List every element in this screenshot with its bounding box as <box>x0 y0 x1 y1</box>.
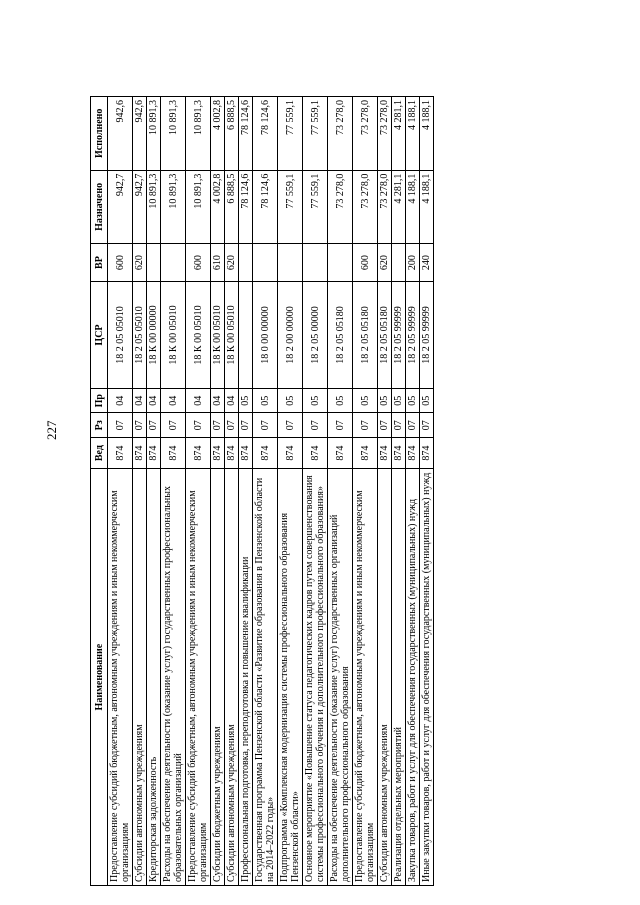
cell-ved: 874 <box>239 438 253 469</box>
cell-ved: 874 <box>328 438 353 469</box>
cell-pr: 05 <box>303 388 328 413</box>
cell-pr: 04 <box>108 388 133 413</box>
cell-name: Иные закупки товаров, работ и услуг для обеспечения государственных (муниципальных) нужд <box>420 469 434 886</box>
cell-name: Предоставление субсидий бюджетным, автономным учреждениям и иным некоммерческим организациям <box>353 469 378 886</box>
cell-pr: 05 <box>253 388 278 413</box>
table-row <box>225 97 239 886</box>
cell-assigned: 73 278,0 <box>378 170 392 244</box>
cell-pr: 05 <box>278 388 303 413</box>
cell-name: Субсидии автономным учреждениям <box>378 469 392 886</box>
cell-pr: 04 <box>161 388 186 413</box>
cell-assigned: 10 891,3 <box>161 170 186 244</box>
cell-assigned: 4 188,1 <box>420 170 434 244</box>
cell-csr: 18 2 05 05010 <box>108 282 133 389</box>
cell-executed: 10 891,3 <box>186 97 211 171</box>
cell-csr: 18 2 05 99999 <box>392 282 406 389</box>
cell-ved: 874 <box>253 438 278 469</box>
cell-pr: 04 <box>211 388 225 413</box>
cell-csr: 18 2 05 99999 <box>420 282 434 389</box>
cell-ved: 874 <box>225 438 239 469</box>
cell-rz: 07 <box>406 413 420 438</box>
cell-name: Реализация отдельных мероприятий <box>392 469 406 886</box>
cell-vr: 610 <box>211 244 225 282</box>
header-pr: Пр <box>91 388 108 413</box>
cell-pr: 04 <box>186 388 211 413</box>
cell-vr <box>147 244 161 282</box>
cell-vr: 600 <box>108 244 133 282</box>
cell-rz: 07 <box>108 413 133 438</box>
header-executed: Исполнено <box>91 97 108 171</box>
cell-name: Кредиторская задолженность <box>147 469 161 886</box>
table-row <box>147 97 161 886</box>
cell-pr: 05 <box>328 388 353 413</box>
cell-vr <box>392 244 406 282</box>
cell-assigned: 73 278,0 <box>328 170 353 244</box>
cell-name: Закупка товаров, работ и услуг для обеспечения государственных (муниципальных) нужд <box>406 469 420 886</box>
cell-csr: 18 2 05 05180 <box>328 282 353 389</box>
cell-vr <box>161 244 186 282</box>
cell-executed: 10 891,3 <box>147 97 161 171</box>
cell-rz: 07 <box>420 413 434 438</box>
cell-pr: 05 <box>353 388 378 413</box>
cell-executed: 942,6 <box>108 97 133 171</box>
cell-ved: 874 <box>378 438 392 469</box>
cell-vr: 620 <box>225 244 239 282</box>
header-ved: Вед <box>91 438 108 469</box>
cell-csr: 18 2 05 05180 <box>353 282 378 389</box>
cell-executed: 6 888,5 <box>225 97 239 171</box>
cell-vr: 200 <box>406 244 420 282</box>
cell-rz: 07 <box>133 413 147 438</box>
cell-rz: 07 <box>211 413 225 438</box>
cell-csr: 18 2 05 00000 <box>303 282 328 389</box>
cell-rz: 07 <box>253 413 278 438</box>
header-vr: ВР <box>91 244 108 282</box>
cell-csr: 18 2 05 05180 <box>378 282 392 389</box>
cell-assigned: 10 891,3 <box>186 170 211 244</box>
table-row <box>186 97 211 886</box>
cell-executed: 4 188,1 <box>420 97 434 171</box>
cell-assigned: 4 002,8 <box>211 170 225 244</box>
cell-ved: 874 <box>161 438 186 469</box>
cell-csr: 18 2 05 99999 <box>406 282 420 389</box>
cell-assigned: 78 124,6 <box>253 170 278 244</box>
cell-csr: 18 2 00 00000 <box>278 282 303 389</box>
cell-executed: 73 278,0 <box>378 97 392 171</box>
cell-executed: 942,6 <box>133 97 147 171</box>
cell-csr: 18 К 00 05010 <box>211 282 225 389</box>
cell-executed: 4 188,1 <box>406 97 420 171</box>
cell-pr: 04 <box>225 388 239 413</box>
cell-rz: 07 <box>278 413 303 438</box>
cell-csr: 18 К 00 05010 <box>161 282 186 389</box>
cell-rz: 07 <box>328 413 353 438</box>
cell-executed: 78 124,6 <box>239 97 253 171</box>
cell-csr: 18 К 00 05010 <box>225 282 239 389</box>
page-number: 227 <box>44 420 59 440</box>
cell-csr: 18 2 05 05010 <box>133 282 147 389</box>
cell-name: Субсидии автономным учреждениям <box>225 469 239 886</box>
cell-ved: 874 <box>406 438 420 469</box>
cell-executed: 4 281,1 <box>392 97 406 171</box>
cell-ved: 874 <box>303 438 328 469</box>
header-assigned: Назначено <box>91 170 108 244</box>
header-name: Наименование <box>91 469 108 886</box>
cell-pr: 04 <box>147 388 161 413</box>
cell-ved: 874 <box>186 438 211 469</box>
cell-rz: 07 <box>161 413 186 438</box>
table-row <box>392 97 406 886</box>
table-row <box>239 97 253 886</box>
cell-name: Государственная программа Пензенской области «Развитие образования в Пензенской области на 2014–2022 годы» <box>253 469 278 886</box>
table-row <box>278 97 303 886</box>
table-row <box>378 97 392 886</box>
cell-ved: 874 <box>353 438 378 469</box>
cell-name: Предоставление субсидий бюджетным, автономным учреждениям и иным некоммерческим организациям <box>108 469 133 886</box>
cell-executed: 73 278,0 <box>353 97 378 171</box>
cell-name: Подпрограмма «Комплексная модернизация системы профессионального образования Пензенской области» <box>278 469 303 886</box>
cell-vr <box>278 244 303 282</box>
cell-rz: 07 <box>186 413 211 438</box>
cell-assigned: 10 891,3 <box>147 170 161 244</box>
cell-csr: 18 К 00 00000 <box>147 282 161 389</box>
cell-csr: 18 К 00 05010 <box>186 282 211 389</box>
cell-assigned: 77 559,1 <box>303 170 328 244</box>
cell-vr: 240 <box>420 244 434 282</box>
cell-vr <box>328 244 353 282</box>
table-row <box>353 97 378 886</box>
table-row <box>328 97 353 886</box>
cell-rz: 07 <box>392 413 406 438</box>
cell-assigned: 4 188,1 <box>406 170 420 244</box>
cell-pr: 05 <box>406 388 420 413</box>
cell-executed: 77 559,1 <box>278 97 303 171</box>
table-row <box>133 97 147 886</box>
cell-ved: 874 <box>211 438 225 469</box>
cell-assigned: 942,7 <box>133 170 147 244</box>
header-rz: Рз <box>91 413 108 438</box>
cell-name: Субсидии бюджетным учреждениям <box>211 469 225 886</box>
cell-csr: 18 0 00 00000 <box>253 282 278 389</box>
cell-assigned: 78 124,6 <box>239 170 253 244</box>
cell-ved: 874 <box>147 438 161 469</box>
table-row <box>253 97 278 886</box>
cell-name: Основное мероприятие «Повышение статуса педагогических кадров путем совершенствования системы профессионального обучения и дополнительного профессионального образования» <box>303 469 328 886</box>
cell-vr: 600 <box>186 244 211 282</box>
cell-pr: 05 <box>378 388 392 413</box>
cell-executed: 78 124,6 <box>253 97 278 171</box>
cell-name: Расходы на обеспечение деятельности (оказание услуг) государственных организаций дополнительного профессионального образования <box>328 469 353 886</box>
cell-pr: 05 <box>392 388 406 413</box>
cell-vr: 620 <box>133 244 147 282</box>
cell-name: Предоставление субсидий бюджетным, автономным учреждениям и иным некоммерческим организациям <box>186 469 211 886</box>
table-row <box>420 97 434 886</box>
cell-vr: 600 <box>353 244 378 282</box>
header-csr: ЦСР <box>91 282 108 389</box>
cell-vr <box>239 244 253 282</box>
cell-assigned: 6 888,5 <box>225 170 239 244</box>
cell-assigned: 73 278,0 <box>353 170 378 244</box>
table-row <box>161 97 186 886</box>
cell-name: Расходы на обеспечение деятельности (оказание услуг) государственных профессиональных образовательных организаций <box>161 469 186 886</box>
cell-executed: 77 559,1 <box>303 97 328 171</box>
table-header-row <box>91 97 108 886</box>
cell-executed: 73 278,0 <box>328 97 353 171</box>
table-row <box>211 97 225 886</box>
cell-csr <box>239 282 253 389</box>
cell-vr: 620 <box>378 244 392 282</box>
cell-ved: 874 <box>392 438 406 469</box>
cell-assigned: 77 559,1 <box>278 170 303 244</box>
cell-pr: 05 <box>239 388 253 413</box>
table-row <box>303 97 328 886</box>
cell-name: Профессиональная подготовка, переподготовка и повышение квалификации <box>239 469 253 886</box>
rotated-table-wrapper <box>90 96 618 886</box>
cell-rz: 07 <box>239 413 253 438</box>
cell-ved: 874 <box>420 438 434 469</box>
cell-assigned: 4 281,1 <box>392 170 406 244</box>
cell-rz: 07 <box>378 413 392 438</box>
cell-rz: 07 <box>353 413 378 438</box>
cell-ved: 874 <box>108 438 133 469</box>
cell-rz: 07 <box>303 413 328 438</box>
table-row <box>406 97 420 886</box>
cell-executed: 4 002,8 <box>211 97 225 171</box>
cell-ved: 874 <box>278 438 303 469</box>
cell-executed: 10 891,3 <box>161 97 186 171</box>
cell-rz: 07 <box>225 413 239 438</box>
cell-rz: 07 <box>147 413 161 438</box>
cell-ved: 874 <box>133 438 147 469</box>
cell-vr <box>253 244 278 282</box>
cell-pr: 04 <box>133 388 147 413</box>
cell-name: Субсидии автономным учреждениям <box>133 469 147 886</box>
cell-pr: 05 <box>420 388 434 413</box>
cell-vr <box>303 244 328 282</box>
cell-assigned: 942,7 <box>108 170 133 244</box>
table-row <box>108 97 133 886</box>
budget-table <box>90 96 434 886</box>
